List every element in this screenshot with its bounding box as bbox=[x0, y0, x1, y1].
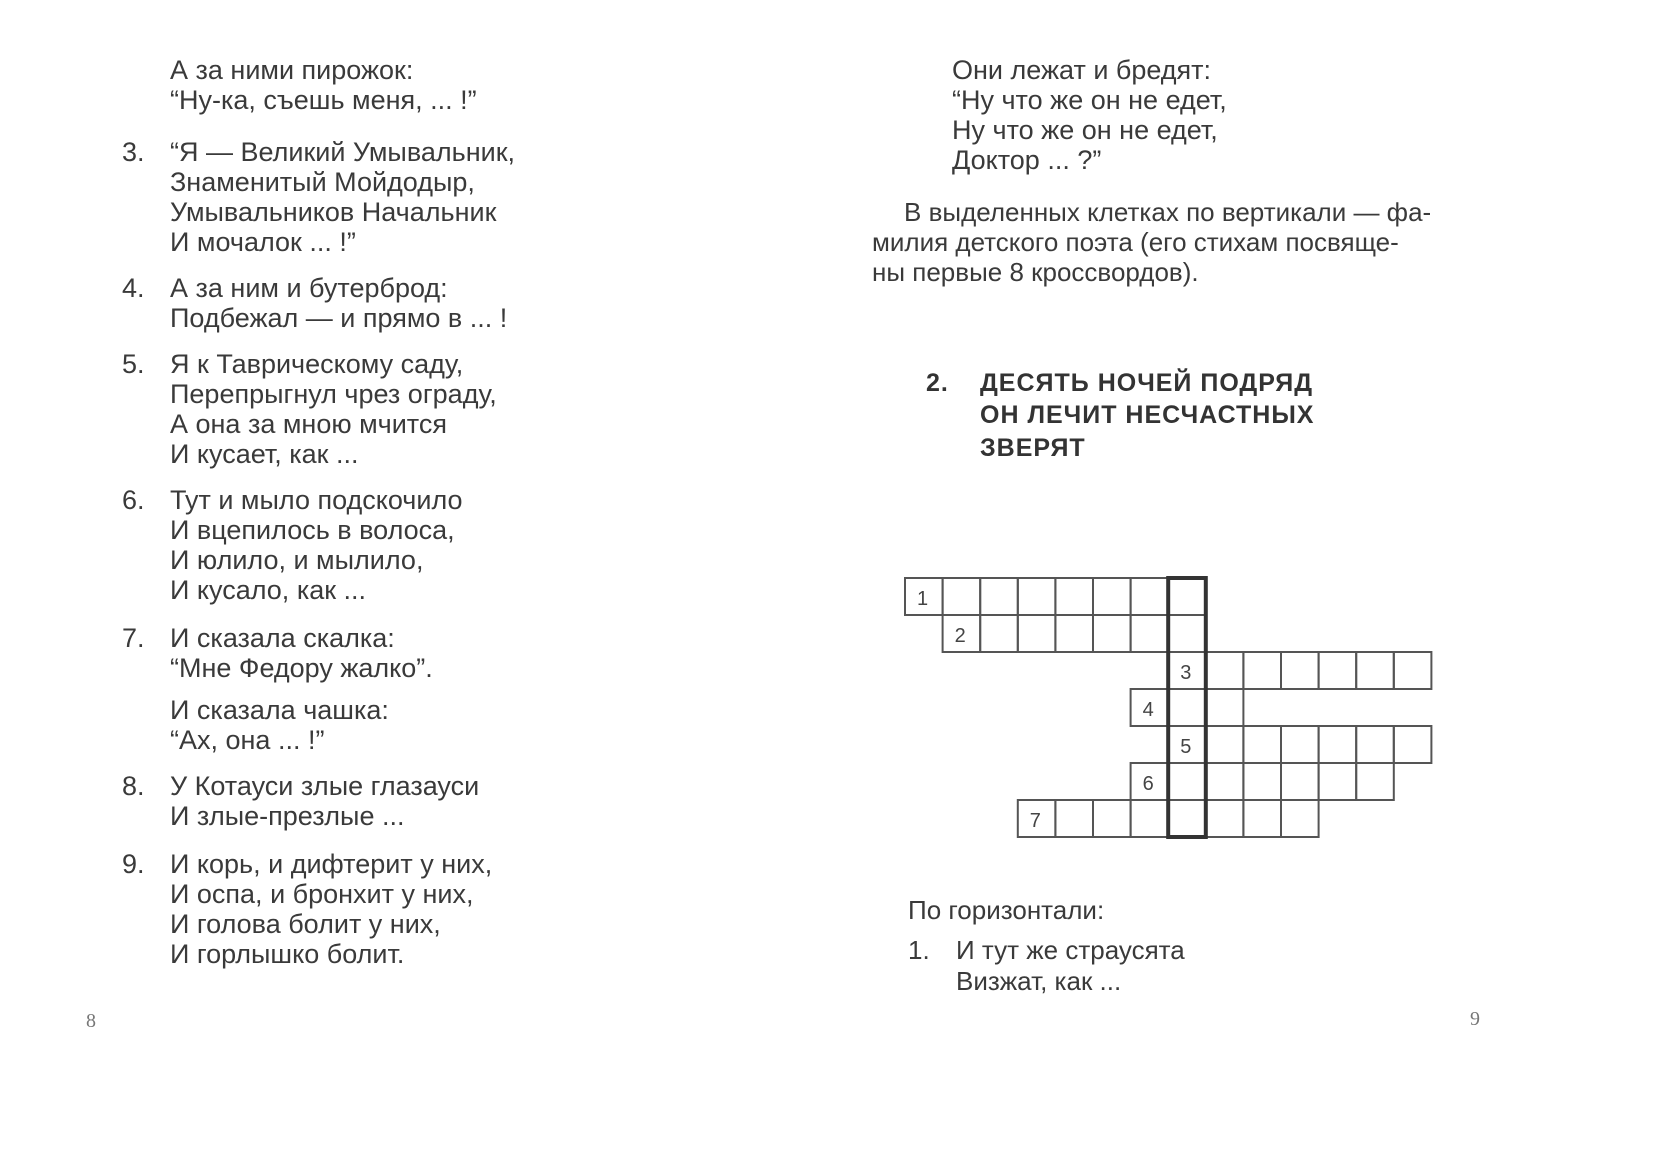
poem-line: Перепрыгнул чрез ограду, bbox=[170, 379, 497, 409]
crossword-cell[interactable] bbox=[1394, 652, 1432, 689]
crossword-row-label: 4 bbox=[1142, 699, 1154, 721]
clue-line: Визжат, как ... bbox=[956, 966, 1122, 996]
poem-end-line: Доктор ... ?” bbox=[952, 145, 1102, 175]
item-number: 9. bbox=[122, 849, 145, 879]
item-number: 8. bbox=[122, 771, 145, 801]
crossword-cell[interactable] bbox=[1131, 800, 1169, 837]
crossword-cell[interactable] bbox=[1018, 578, 1056, 615]
clues-heading: По горизонтали: bbox=[908, 895, 1105, 925]
crossword-cell[interactable] bbox=[1206, 726, 1244, 763]
crossword-row-label: 2 bbox=[954, 625, 966, 647]
clue-number: 1. bbox=[908, 935, 930, 965]
crossword-cell[interactable] bbox=[1055, 578, 1093, 615]
page-number-left: 8 bbox=[86, 1010, 96, 1032]
poem-line: Подбежал — и прямо в ... ! bbox=[170, 303, 508, 333]
crossword-row-label: 3 bbox=[1180, 662, 1192, 684]
poem-line: И мочалок ... !” bbox=[170, 227, 356, 257]
instruction-line: милия детского поэта (его стихам посвяще- bbox=[872, 227, 1399, 257]
crossword-cell[interactable] bbox=[1206, 800, 1244, 837]
crossword-cell[interactable] bbox=[1281, 652, 1319, 689]
poem-end-line: Они лежат и бредят: bbox=[952, 55, 1212, 85]
crossword-cell[interactable] bbox=[1168, 689, 1206, 726]
crossword-row-1 bbox=[905, 578, 1206, 615]
poem-line: А она за мною мчится bbox=[170, 409, 447, 439]
crossword-row-label: 1 bbox=[917, 588, 929, 610]
crossword-cell[interactable] bbox=[1206, 689, 1244, 726]
crossword-cell[interactable] bbox=[1168, 763, 1206, 800]
poem-line: Знаменитый Мойдодыр, bbox=[170, 167, 475, 197]
crossword-row-label: 6 bbox=[1142, 773, 1154, 795]
crossword-cell[interactable] bbox=[1018, 615, 1056, 652]
page-number-right: 9 bbox=[1470, 1008, 1480, 1030]
crossword-cell[interactable] bbox=[943, 578, 981, 615]
crossword-cell[interactable] bbox=[1168, 800, 1206, 837]
poem-line: И кусает, как ... bbox=[170, 439, 359, 469]
poem-line: И сказала скалка: bbox=[170, 623, 395, 653]
poem-line: “Мне Федору жалко”. bbox=[170, 653, 433, 683]
poem-line: Я к Таврическому саду, bbox=[170, 349, 464, 379]
crossword-cell[interactable] bbox=[1093, 800, 1131, 837]
item-number: 6. bbox=[122, 485, 145, 515]
poem-line: И корь, и дифтерит у них, bbox=[170, 849, 493, 879]
instruction-line: ны первые 8 кроссвордов). bbox=[872, 257, 1199, 287]
poem-line: “Ну-ка, съешь меня, ... !” bbox=[170, 85, 477, 115]
poem-line: И юлило, и мылило, bbox=[170, 545, 424, 575]
poem-line: А за ним и бутерброд: bbox=[170, 273, 448, 303]
clue-line: И тут же страусята bbox=[956, 935, 1185, 965]
poem-line: Умывальников Начальник bbox=[170, 197, 497, 227]
crossword-cell[interactable] bbox=[1243, 800, 1281, 837]
crossword-cell[interactable] bbox=[1356, 726, 1394, 763]
section-title-line: ЗВЕРЯТ bbox=[980, 434, 1086, 462]
item-number: 7. bbox=[122, 623, 145, 653]
crossword-cell[interactable] bbox=[1168, 615, 1206, 652]
poem-end-line: Ну что же он не едет, bbox=[952, 115, 1218, 145]
crossword-cell[interactable] bbox=[1093, 578, 1131, 615]
item-number: 4. bbox=[122, 273, 145, 303]
crossword-cell[interactable] bbox=[1131, 578, 1169, 615]
poem-line: У Котауси злые глазауси bbox=[170, 771, 480, 801]
poem-line: И сказала чашка: bbox=[170, 695, 389, 725]
crossword-row-4 bbox=[1131, 689, 1244, 726]
crossword-cell[interactable] bbox=[1243, 763, 1281, 800]
poem-line: И злые-презлые ... bbox=[170, 801, 405, 831]
crossword-cell[interactable] bbox=[1206, 652, 1244, 689]
poem-line: И горлышко болит. bbox=[170, 939, 405, 969]
poem-line: И голова болит у них, bbox=[170, 909, 441, 939]
poem-line: А за ними пирожок: bbox=[170, 55, 414, 85]
crossword-cell[interactable] bbox=[980, 615, 1018, 652]
crossword-cell[interactable] bbox=[1055, 800, 1093, 837]
crossword-cell[interactable] bbox=[1281, 726, 1319, 763]
crossword-cell[interactable] bbox=[1243, 726, 1281, 763]
crossword-cell[interactable] bbox=[1281, 800, 1319, 837]
crossword-cell[interactable] bbox=[1131, 615, 1169, 652]
crossword-cell[interactable] bbox=[1356, 763, 1394, 800]
crossword-highlight-column bbox=[1168, 578, 1206, 837]
crossword-cell[interactable] bbox=[1168, 578, 1206, 615]
poem-line: “Ах, она ... !” bbox=[170, 725, 325, 755]
crossword-cell[interactable] bbox=[1319, 763, 1357, 800]
crossword-row-label: 5 bbox=[1180, 736, 1192, 758]
poem-line: И кусало, как ... bbox=[170, 575, 367, 605]
crossword-cell[interactable] bbox=[1093, 615, 1131, 652]
crossword-cell[interactable] bbox=[980, 578, 1018, 615]
crossword-cell[interactable] bbox=[1243, 652, 1281, 689]
crossword-cell[interactable] bbox=[1055, 615, 1093, 652]
section-title-line: ОН ЛЕЧИТ НЕСЧАСТНЫХ bbox=[980, 401, 1315, 429]
item-number: 5. bbox=[122, 349, 145, 379]
section-number: 2. bbox=[926, 369, 949, 397]
left-page bbox=[0, 0, 830, 1164]
crossword-cell[interactable] bbox=[1319, 652, 1357, 689]
section-title-line: ДЕСЯТЬ НОЧЕЙ ПОДРЯД bbox=[980, 369, 1314, 397]
crossword-cell[interactable] bbox=[1319, 726, 1357, 763]
poem-line: И вцепилось в волоса, bbox=[170, 515, 455, 545]
crossword-cell[interactable] bbox=[1356, 652, 1394, 689]
crossword-row-label: 7 bbox=[1029, 810, 1041, 832]
poem-end-line: “Ну что же он не едет, bbox=[952, 85, 1227, 115]
item-number: 3. bbox=[122, 137, 145, 167]
instruction-line: В выделенных клетках по вертикали — фа- bbox=[904, 197, 1432, 227]
poem-line: “Я — Великий Умывальник, bbox=[170, 137, 516, 167]
crossword-cell[interactable] bbox=[1206, 763, 1244, 800]
right-page bbox=[830, 0, 1663, 1164]
crossword-cell[interactable] bbox=[1281, 763, 1319, 800]
poem-line: Тут и мыло подскочило bbox=[170, 485, 463, 515]
crossword-cell[interactable] bbox=[1394, 726, 1432, 763]
crossword-grid bbox=[830, 0, 1663, 1164]
poem-line: И оспа, и бронхит у них, bbox=[170, 879, 474, 909]
